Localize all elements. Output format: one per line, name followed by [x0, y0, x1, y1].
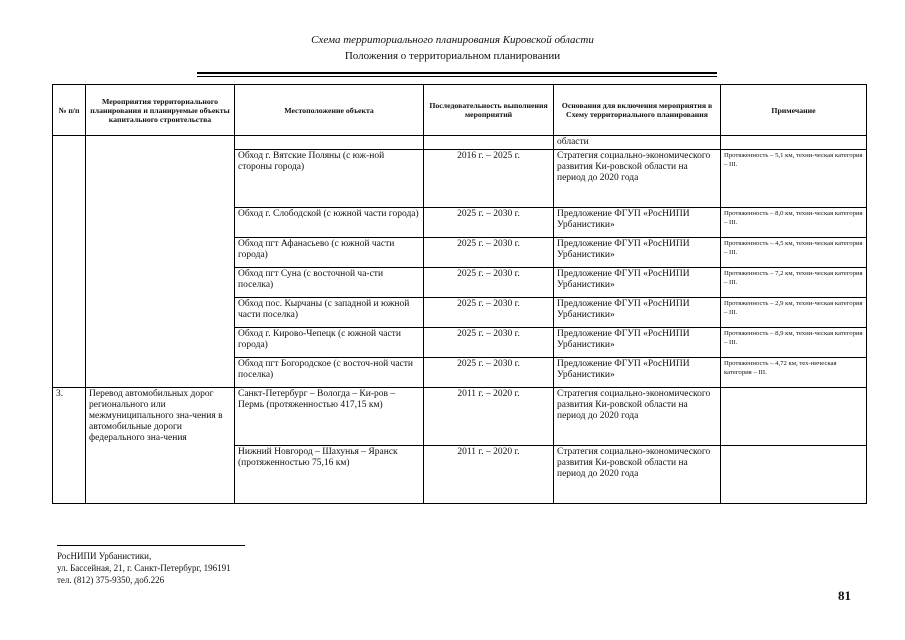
cell-note: Протяженность – 8,9 км, техни-ческая категория – III.	[721, 328, 867, 358]
cell-basis: Стратегия социально-экономического развития Ки-ровской области на период до 2020 года	[554, 388, 721, 446]
column-header-basis: Основания для включения мероприятия в Схему территориального планирования	[554, 85, 721, 136]
cell-measure	[86, 136, 235, 388]
column-header-location: Местоположение объекта	[235, 85, 424, 136]
column-header-note: Примечание	[721, 85, 867, 136]
cell-basis: Предложение ФГУП «РосНИПИ Урбанистики»	[554, 268, 721, 298]
cell-basis: Предложение ФГУП «РосНИПИ Урбанистики»	[554, 298, 721, 328]
footer-phone: тел. (812) 375-9350, доб.226	[57, 575, 165, 585]
table-row	[53, 388, 867, 446]
cell-note: Протяженность – 5,1 км, техни-ческая категория – III.	[721, 150, 867, 208]
cell-period: 2011 г. – 2020 г.	[424, 388, 554, 446]
cell-measure: Перевод автомобильных дорог регионального или межмуниципального зна-чения в автомобильные дороги федерального зна-чения	[86, 388, 235, 504]
cell-note: Протяженность – 2,9 км, техни-ческая категория – III.	[721, 298, 867, 328]
page-number: 81	[838, 588, 851, 603]
cell-basis: Предложение ФГУП «РосНИПИ Урбанистики»	[554, 208, 721, 238]
cell-location	[235, 136, 424, 150]
document-subtitle: Положения о территориальном планировании	[344, 50, 561, 62]
cell-basis: Стратегия социально-экономического развития Ки-ровской области на период до 2020 года	[554, 150, 721, 208]
cell-note: Протяженность – 4,72 км, тех-ническая категория – III.	[721, 358, 867, 388]
cell-period: 2025 г. – 2030 г.	[424, 208, 554, 238]
cell-basis: Предложение ФГУП «РосНИПИ Урбанистики»	[554, 238, 721, 268]
cell-note: Протяженность – 4,5 км, техни-ческая категория – III.	[721, 238, 867, 268]
cell-location: Обход пос. Кырчаны (с западной и южной части поселка)	[235, 298, 424, 328]
cell-period	[424, 136, 554, 150]
cell-basis: Предложение ФГУП «РосНИПИ Урбанистики»	[554, 358, 721, 388]
table-header-row	[53, 85, 867, 136]
cell-number	[53, 136, 86, 388]
cell-basis-continuation: области	[554, 136, 721, 150]
cell-location: Нижний Новгород – Шахунья – Яранск (протяженностью 75,16 км)	[235, 446, 424, 504]
planning-table	[52, 84, 867, 504]
header-rule-thick	[197, 72, 717, 74]
column-header-measure: Мероприятия территориального планирования и планируемые объекты капитального строительства	[86, 85, 235, 136]
footer-organization: РосНИПИ Урбанистики,	[57, 551, 152, 561]
cell-basis: Стратегия социально-экономического развития Ки-ровской области на период до 2020 года	[554, 446, 721, 504]
column-header-number: № п/п	[53, 85, 86, 136]
footer-address: ул. Бассейная, 21, г. Санкт-Петербург, 196191	[57, 563, 231, 573]
cell-period: 2025 г. – 2030 г.	[424, 298, 554, 328]
cell-note	[721, 388, 867, 446]
cell-location: Обход г. Вятские Поляны (с юж-ной стороны города)	[235, 150, 424, 208]
cell-note	[721, 446, 867, 504]
cell-location: Обход г. Кирово-Чепецк (с южной части города)	[235, 328, 424, 358]
cell-period: 2025 г. – 2030 г.	[424, 358, 554, 388]
table-row	[53, 136, 867, 150]
cell-location: Обход г. Слободской (с южной части города)	[235, 208, 424, 238]
cell-location: Обход пгт Суна (с восточной ча-сти поселка)	[235, 268, 424, 298]
cell-location: Обход пгт Афанасьево (с южной части города)	[235, 238, 424, 268]
column-header-sequence: Последовательность выполнения мероприятий	[424, 85, 554, 136]
cell-period: 2025 г. – 2030 г.	[424, 268, 554, 298]
cell-period: 2011 г. – 2020 г.	[424, 446, 554, 504]
cell-note: Протяженность – 7,2 км, техни-ческая категория – III.	[721, 268, 867, 298]
cell-note: Протяженность – 8,0 км, техни-ческая категория – III.	[721, 208, 867, 238]
cell-basis: Предложение ФГУП «РосНИПИ Урбанистики»	[554, 328, 721, 358]
header-rule-thin	[197, 76, 717, 77]
footer-rule	[57, 545, 245, 546]
cell-period: 2016 г. – 2025 г.	[424, 150, 554, 208]
cell-note	[721, 136, 867, 150]
cell-period: 2025 г. – 2030 г.	[424, 328, 554, 358]
cell-period: 2025 г. – 2030 г.	[424, 238, 554, 268]
cell-location: Санкт-Петербург – Вологда – Ки-ров – Пермь (протяженностью 417,15 км)	[235, 388, 424, 446]
cell-location: Обход пгт Богородское (с восточ-ной части поселка)	[235, 358, 424, 388]
document-title: Схема территориального планирования Кировской области	[311, 34, 594, 46]
cell-number: 3.	[53, 388, 86, 504]
